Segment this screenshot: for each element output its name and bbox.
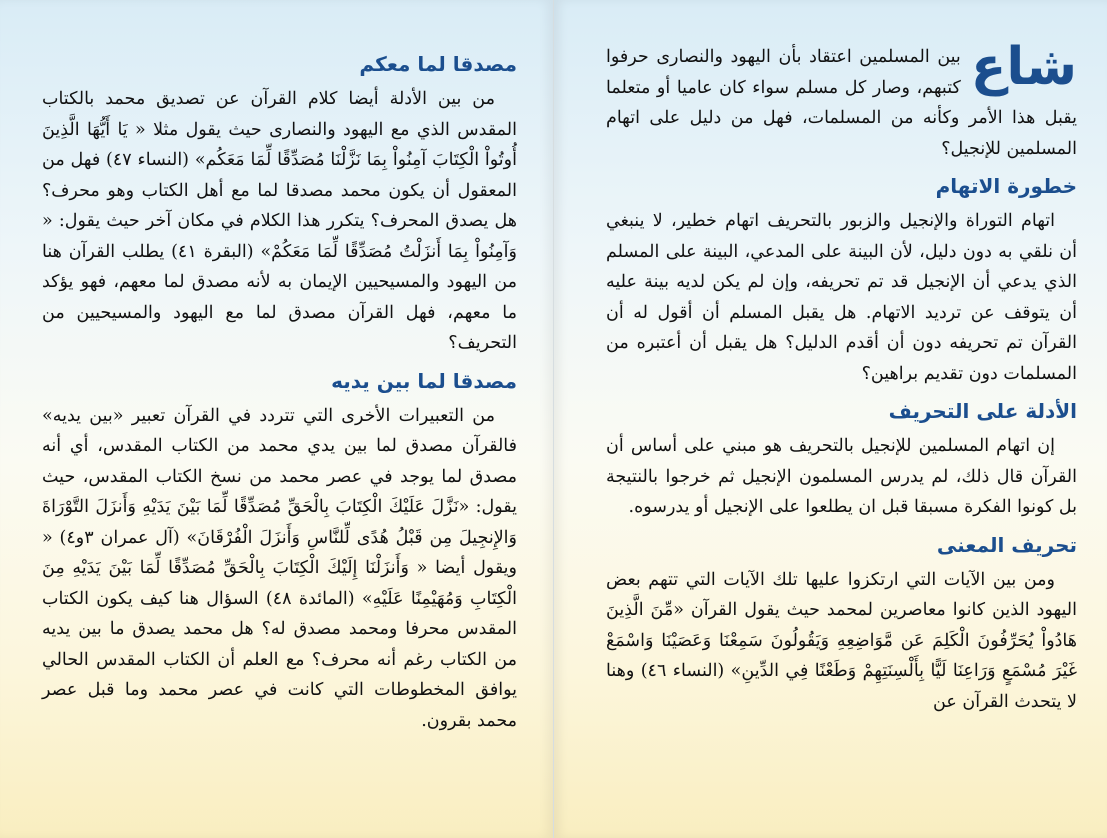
section-body-khutorat-al-ittiham: اتهام التوراة والإنجيل والزبور بالتحريف اتهام خطير، لا ينبغي أن نلقي به دون دليل، لأن البينة على المدعي، البينة على المسلم الذي يدعي أن الإنجيل قد تم تحريفه، وإن لم يكن لديه بينة عليه أن يتوقف عن ترديد الاتهام. هل يقبل المسلم أن أقول له أن القرآن تم تحريفه دون أن أقدم الدليل؟ هل يقبل أن أعتبره من المسلمات دون تقديم براهين؟ xyxy=(606,211,1077,384)
intro-dropcap: شاع xyxy=(970,37,1077,97)
section-heading-musaddiqan-lima-maakum: مصدقا لما معكم xyxy=(359,52,517,76)
section-body-tahrif-al-maana: ومن بين الآيات التي ارتكزوا عليها تلك الآيات التي تتهم بعض اليهود الذين كانوا معاصرين لمحمد حيث يقول القرآن «مِّنَ الَّذِينَ هَادُواْ يُحَرِّفُونَ الْكَلِمَ عَن مَّوَاضِعِهِ وَيَقُولُونَ سَمِعْنَا وَعَصَيْنَا وَاسْمَعْ غَيْرَ مُسْمَعٍ وَرَاعِنَا لَيًّا بِأَلْسِنَتِهِمْ وَطَعْنًا فِي الدِّينِ» (النساء ٤٦) وهنا لا يتحدث القرآن عن xyxy=(606,569,1077,712)
intro-paragraph xyxy=(606,37,1077,164)
section-heading-tahrif-al-maana: تحريف المعنى xyxy=(936,532,1077,557)
left-page xyxy=(0,0,553,838)
section-body-al-adilla: إن اتهام المسلمين للإنجيل بالتحريف هو مبني على أساس أن القرآن قال ذلك، لم يدرس المسلمون الإنجيل ثم خرجوا بالنتيجة بل كونوا الفكرة مسبقا قبل ان يطلعوا على الإنجيل أو يدرسوه. xyxy=(606,436,1077,517)
right-page xyxy=(553,0,1107,838)
section-heading-khutorat-al-ittiham: خطورة الاتهام xyxy=(935,174,1077,198)
section-heading-bayna-yadayh: مصدقا لما بين يديه xyxy=(331,368,517,393)
section-heading-al-adilla: الأدلة على التحريف xyxy=(888,399,1077,423)
section-body-musaddiqan-lima-maakum: من بين الأدلة أيضا كلام القرآن عن تصديق محمد بالكتاب المقدس الذي مع اليهود والنصارى حيث يقول مثلا « يَا أَيُّهَا الَّذِينَ أُوتُواْ الْكِتَابَ آمِنُواْ بِمَا نَزَّلْنَا مُصَدِّقًا لِّمَا مَعَكُم» (النساء ٤٧) فهل من المعقول أن يكون محمد مصدقا لما مع أهل الكتاب وهو محرف؟ هل يصدق المحرف؟ يتكرر هذا الكلام في مكان آخر حيث يقول: « وَآمِنُواْ بِمَا أَنزَلْتُ مُصَدِّقًا لِّمَا مَعَكُمْ» (البقرة ٤١) يطلب القرآن هنا من اليهود والمسيحيين الإيمان به لأنه مصدق لما معهم، فهو يؤكد ما معهم، فهل القرآن مصدق لما مع اليهود والمسيحيين من التحريف؟ xyxy=(42,89,517,353)
section-body-bayna-yadayh: من التعبيرات الأخرى التي تتردد في القرآن تعبير «بين يديه» فالقرآن مصدق لما بين يدي محمد من الكتاب المقدس، أي أنه مصدق لما يوجد في عصر محمد من نسخ الكتاب المقدس، حيث يقول: «نَزَّلَ عَلَيْكَ الْكِتَابَ بِالْحَقِّ مُصَدِّقًا لِّمَا بَيْنَ يَدَيْهِ وَأَنزَلَ التَّوْرَاةَ وَالإِنجِيلَ مِن قَبْلُ هُدًى لِّلنَّاسِ وَأَنزَلَ الْفُرْقَانَ» (آل عمران ٣و٤) « ويقول أيضا « وَأَنزَلْنَا إِلَيْكَ الْكِتَابَ بِالْحَقِّ مُصَدِّقًا لِّمَا بَيْنَ يَدَيْهِ مِنَ الْكِتَابِ وَمُهَيْمِنًا عَلَيْهِ» (المائدة ٤٨) السؤال هنا كيف يكون الكتاب المقدس محرفا ومحمد مصدق له؟ هل محمد يصدق ما بين يديه من الكتاب رغم أنه محرف؟ مع العلم أن الكتاب المقدس الحالي يوافق المخطوطات التي كانت في عصر محمد وما قبل عصر محمد بقرون. xyxy=(42,405,517,731)
intro-text: بين المسلمين اعتقاد بأن اليهود والنصارى حرفوا كتبهم، وصار كل مسلم سواء كان عاميا أو متعلما يقبل هذا الأمر وكأنه من المسلمات، فهل من دليل على اتهام المسلمين للإنجيل؟ xyxy=(606,47,1077,159)
